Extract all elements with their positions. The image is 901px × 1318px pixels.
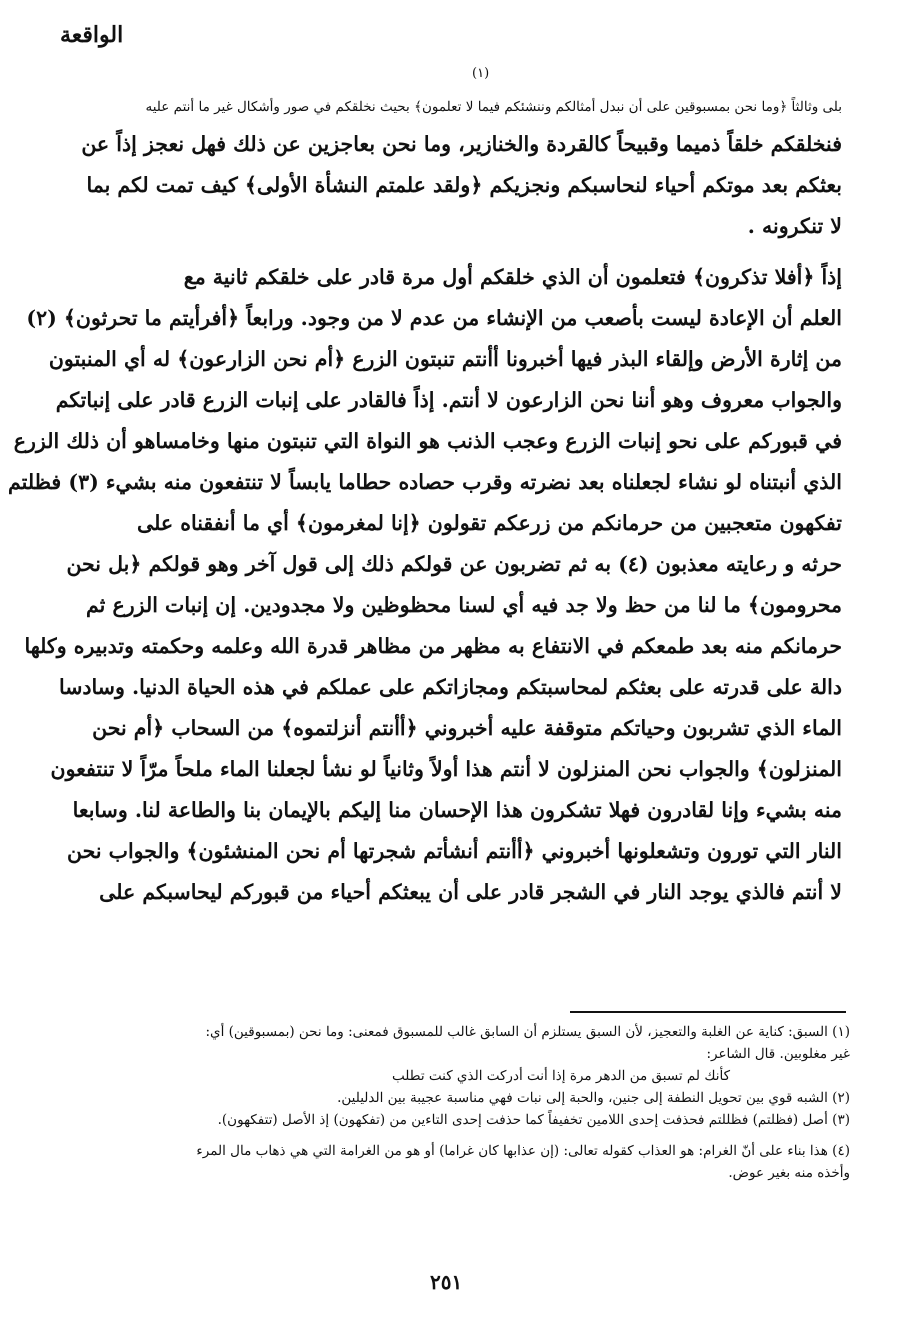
footnotes xyxy=(60,1022,850,1185)
body-line: في قبوركم على نحو إنبات الزرع وعجب الذنب هو النواة التي تنبتون منها وخامساهو أن ذلك الزرع xyxy=(13,429,842,453)
body-line: النار التي تورون وتشعلونها أخبروني ﴿أأنتم أنشأتم شجرتها أم نحن المنشئون﴾ والجواب نحن xyxy=(67,839,842,863)
page-number: ٢٥١ xyxy=(430,1270,463,1294)
footnote-verse: كأنك لم تسبق من الدهر مرة إذا أنت أدركت الذي كنت تطلب xyxy=(392,1068,730,1084)
body-line: الذي أنبتناه لو نشاء لجعلناه بعد نضرته وقرب حصاده حطاما يابساً لا تنتفعون منه بشيء (٣) فظلتم xyxy=(7,470,842,494)
body-line: منه بشيء وإنا لقادرون فهلا تشكرون هذا الإحسان منا إليكم بالإيمان بنا والطاعة لنا. وسابعا xyxy=(72,798,842,822)
footnote-divider xyxy=(570,1011,846,1013)
body-line: العلم أن الإعادة ليست بأصعب من الإنشاء من عدم لا من وجود. ورابعاً ﴿أفرأيتم ما تحرثون﴾ (٢) xyxy=(26,306,842,330)
body-line: المنزلون﴾ والجواب نحن المنزلون لا أنتم هذا أولاً وثانياً لو نشأ لجعلنا الماء ملحاً مرّاً لا تنتفعون xyxy=(50,757,842,781)
footnote-gap xyxy=(60,1132,850,1141)
paragraph-gap xyxy=(62,247,842,257)
footnote-marker: (١) xyxy=(472,66,490,81)
footnote-3: (٣) أصل (فظلتم) فظللتم فحذفت إحدى اللامين تخفيفاً كما حذفت إحدى التاءين من (تفكهون) إذ الأصل (تتفكهون). xyxy=(217,1112,850,1128)
body-line: بعثكم بعد موتكم أحياء لنحاسبكم ونجزيكم ﴿ولقد علمتم النشأة الأولى﴾ كيف تمت لكم بما xyxy=(86,173,842,197)
body-line: والجواب معروف وهو أننا نحن الزارعون لا أنتم. إذاً فالقادر على إنبات الزرع قادر على إنباتكم xyxy=(55,388,842,412)
body-line: دالة على قدرته على بعثكم لمحاسبتكم ومجازاتكم على عملكم في هذه الحياة الدنيا. وسادسا xyxy=(58,675,842,699)
body-line: من إثارة الأرض وإلقاء البذر فيها أخبرونا أأنتم تنبتون الزرع ﴿أم نحن الزارعون﴾ له أي المنبتون xyxy=(48,347,842,371)
footnote-1-continued: غير مغلوبين. قال الشاعر: xyxy=(706,1046,850,1062)
body-line: بلى وثالثاً ﴿وما نحن بمسبوقين على أن نبدل أمثالكم وننشئكم فيما لا تعلمون﴾ بحيث نخلقكم في صور وأشكال غير ما أنتم عليه xyxy=(145,99,842,115)
body-line: حرمانكم منه بعد طمعكم في الانتفاع به مظهر من مظاهر قدرة الله وعلمه وحكمته وتدبيره وكلها xyxy=(24,634,842,658)
body-line: تفكهون متعجبين من حرمانكم من زرعكم تقولون ﴿إنا لمغرمون﴾ أي ما أنفقناه على xyxy=(137,511,842,535)
footnote-4-continued: وأخذه منه بغير عوض. xyxy=(728,1165,850,1181)
footnote-4: (٤) هذا بناء على أنّ الغرام: هو العذاب كقوله تعالى: (إن عذابها كان غراما) أو هو من الغرامة التي هي ذهاب مال المرء xyxy=(196,1143,850,1159)
body-line: إذاً ﴿أفلا تذكرون﴾ فتعلمون أن الذي خلقكم أول مرة قادر على خلقكم ثانية مع xyxy=(183,265,842,289)
body-line: الماء الذي تشربون وحياتكم متوقفة عليه أخبروني ﴿أأنتم أنزلتموه﴾ من السحاب ﴿أم نحن xyxy=(92,716,842,740)
footnote-1: (١) السبق: كناية عن الغلبة والتعجيز، لأن السبق يستلزم أن السابق غالب للمسبوق فمعنى: وما نحن (بمسبوقين) أي: xyxy=(205,1024,850,1040)
page-header-title: الواقعة xyxy=(60,22,124,48)
body-line: لا أنتم فالذي يوجد النار في الشجر قادر على أن يبعثكم أحياء من قبوركم ليحاسبكم على xyxy=(99,880,842,904)
body-line: محرومون﴾ ما لنا من حظ ولا جد فيه أي لسنا محظوظين ولا مجدودين. إن إنبات الزرع ثم xyxy=(86,593,842,617)
body-line: لا تنكرونه . xyxy=(747,214,842,238)
body-text xyxy=(7,90,842,913)
footnote-2: (٢) الشبه قوي بين تحويل النطفة إلى جنين، والحبة إلى نبات فهي مناسبة عجيبة بين الدليلين. xyxy=(337,1090,850,1106)
body-line: فنخلقكم خلقاً ذميما وقبيحاً كالقردة والخنازير، وما نحن بعاجزين عن ذلك فهل نعجز إذاً عن xyxy=(81,132,842,156)
body-line: حرثه و رعايته معذبون (٤) به ثم تضربون عن قولكم ذلك إلى قول آخر وهو قولكم ﴿بل نحن xyxy=(66,552,842,576)
